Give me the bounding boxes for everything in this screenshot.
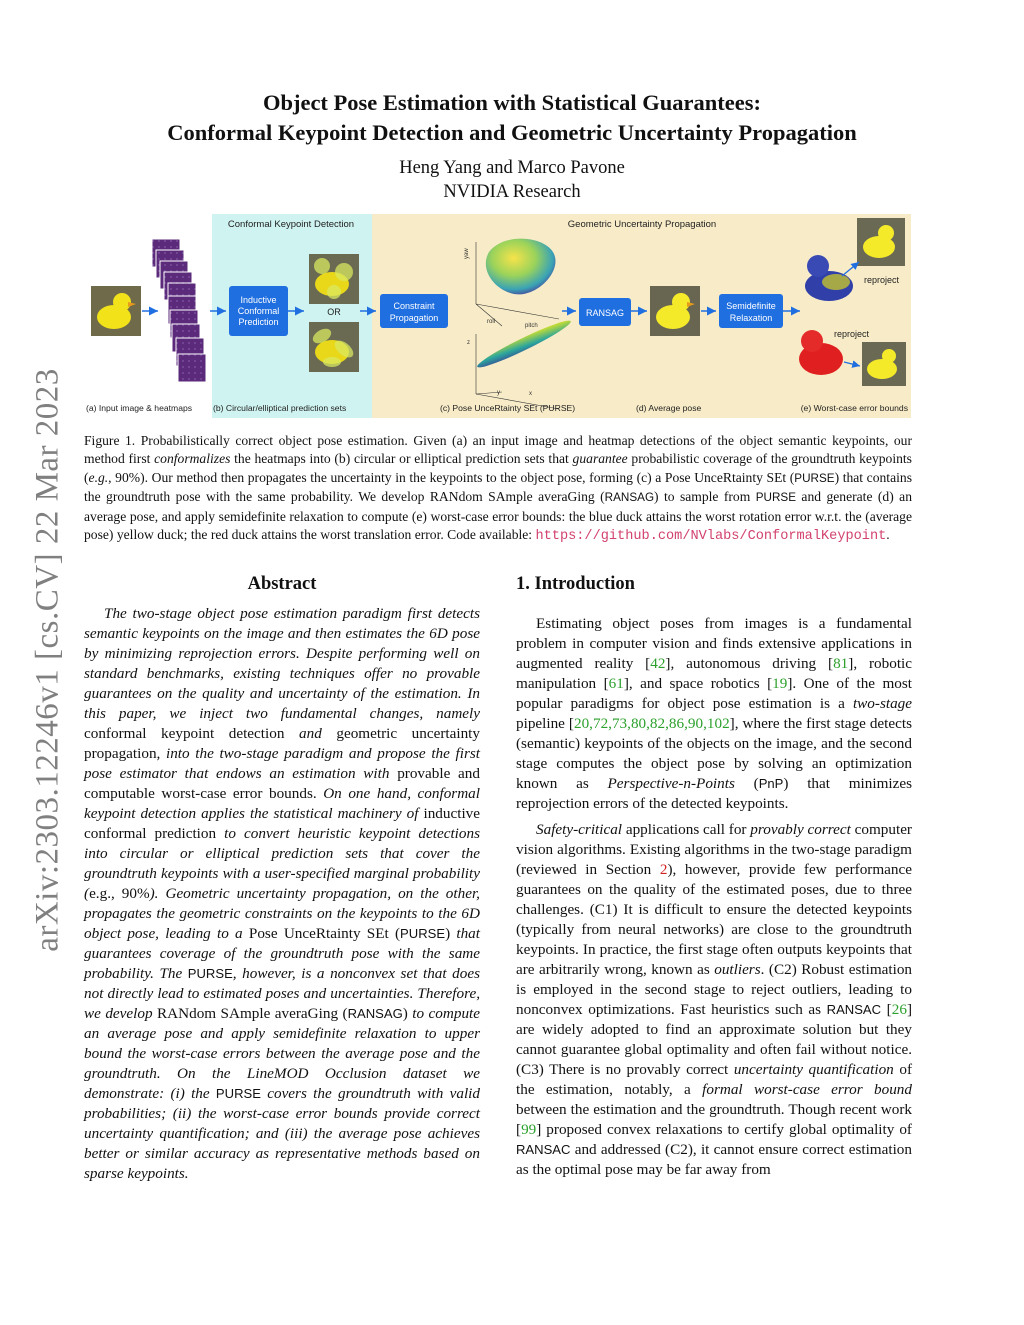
teaser-figure xyxy=(84,214,911,418)
prediction-set-ellipses xyxy=(309,322,359,372)
citation-link[interactable]: 61 xyxy=(608,675,624,692)
svg-text:RANSAG: RANSAG xyxy=(585,308,625,318)
introduction-section xyxy=(516,572,912,1180)
intro-paragraph-2: Safety-critical applications call for provably correct computer vision algorithms. Existing algorithms in the two-stage paradigm (reviewed in Section 2), however, provide few performance guarantees on the quality of the estimated poses, due to three challenges. (C1) It is difficult to ensure the detected keypoints (typically from neural networks) are close to the groundtruth keypoints. In practice, the first stage often outputs keypoints that are arbitrarily wrong, known as outliers. (C2) Robust estimation is employed in the second stage to reject outliers, leading to nonconvex optimizations. Fast heuristics such as RANSAC [26] are widely adopted to find an approximate solution but they cannot guarantee global optimality and often fail without notice. (C3) There is no provably correct uncertainty quantification of the estimation, notably, a formal worst-case error bound between the estimation and the groundtruth. Though recent work [99] proposed convex relaxations to certify global optimality of RANSAC and addressed (C2), it cannot ensure correct estimation as the optimal pose may be far away from xyxy=(516,821,913,1178)
intro-paragraph-1: Estimating object poses from images is a fundamental problem in computer vision and finds extensive applications in augmented reality [42], autonomous driving [81], robotic manipulation [61], and space robotics [19]. One of the most popular paradigms for object pose estimation is a two-stage pipeline [20,72,73,80,82,86,90,102], where the first stage detects (semantic) keypoints of the objects on the image, and the second stage computes the object pose by solving an optimization known as Perspective-n-Points (PnP) that minimizes reprojection errors of the detected keypoints. xyxy=(516,615,913,812)
svg-text:x: x xyxy=(529,391,532,397)
label-b: (b) Circular/elliptical prediction sets xyxy=(213,403,347,413)
citation-link[interactable]: 42 xyxy=(650,655,666,672)
svg-text:y: y xyxy=(497,390,500,396)
citation-link[interactable]: 20,72,73,80,82,86,90,102 xyxy=(573,715,730,732)
citation-link[interactable]: 26 xyxy=(891,1001,907,1018)
citation-link[interactable]: 19 xyxy=(772,675,788,692)
svg-text:Prediction: Prediction xyxy=(238,317,279,327)
introduction-heading: 1. Introduction xyxy=(516,574,635,594)
label-e: (e) Worst-case error bounds xyxy=(800,403,908,413)
abstract-section xyxy=(84,572,480,1184)
svg-text:z: z xyxy=(467,340,470,346)
or-label: OR xyxy=(327,307,341,317)
section-link[interactable]: 2 xyxy=(659,861,668,878)
citation-link[interactable]: 81 xyxy=(833,655,849,672)
label-c: (c) Pose UnceRtainty SEt (PURSE) xyxy=(440,403,576,413)
reproject-bottom-label: reproject xyxy=(834,329,870,339)
reproject-top-label: reproject xyxy=(864,275,900,285)
label-d: (d) Average pose xyxy=(636,403,702,413)
arxiv-stamp: arXiv:2303.12246v1 [cs.CV] 22 Mar 2023 xyxy=(29,368,66,952)
svg-text:Conformal: Conformal xyxy=(237,306,280,316)
svg-text:Relaxation: Relaxation xyxy=(729,313,773,323)
heatmap-stack xyxy=(152,239,206,382)
svg-text:Inductive: Inductive xyxy=(240,295,277,305)
svg-text:roll: roll xyxy=(487,319,496,325)
abstract-heading: Abstract xyxy=(247,574,317,594)
code-link[interactable]: https://github.com/NVlabs/ConformalKeypoint xyxy=(535,529,887,545)
abstract-body: The two-stage object pose estimation paradigm first detects semantic keypoints on the image and then estimates the 6D pose by minimizing reprojection errors. Despite performing well on standard benchmarks, existing techniques offer no provable guarantees on the quality and uncertainty of the estimation. In this paper, we inject two fundamental changes, namely conformal keypoint detection and geometric uncertainty propagation, into the two-stage paradigm and propose the first pose estimator that endows an estimation with provable and computable worst-case error bounds. On one hand, conformal keypoint detection applies the statistical machinery of inductive conformal prediction to convert heuristic keypoint detections into circular or elliptical prediction sets that cover the groundtruth keypoints with a user-specified marginal probability (e.g., 90%). Geometric uncertainty propagation, on the other, propagates the geometric constraints on the keypoints to the 6D object pose, leading to a Pose UnceRtainty SEt (PURSE) that guarantees coverage of the groundtruth pose with the same probability. The PURSE, however, is a nonconvex set that does not directly lead to estimated poses and uncertainties. Therefore, we develop RANdom SAmple averaGing (RANSAG) to compute an average pose and apply semidefinite relaxation to upper bound the worst-case errors between the average pose and the groundtruth. On the LineMOD Occlusion dataset we demonstrate: (i) the PURSE covers the groundtruth with valid probabilities; (ii) the worst-case error bounds provide correct uncertainty quantification; and (iii) the average pose achieves better or similar accuracy as representative methods based on sparse keypoints. xyxy=(84,605,481,1182)
affiliation: NVIDIA Research xyxy=(443,182,581,202)
citation-link[interactable]: 99 xyxy=(521,1121,537,1138)
paper-title: Object Pose Estimation with Statistical Guarantees: Conformal Keypoint Detection and Geometric Uncertainty Propagation xyxy=(167,90,857,145)
panel-geometric xyxy=(372,214,911,418)
svg-text:Semidefinite: Semidefinite xyxy=(726,301,776,311)
author-block xyxy=(0,156,1024,204)
panel-left-title: Conformal Keypoint Detection xyxy=(227,219,355,230)
svg-text:pitch: pitch xyxy=(525,323,538,329)
label-a: (a) Input image & heatmaps xyxy=(86,403,193,413)
prediction-set-circles xyxy=(309,254,359,304)
svg-text:yaw: yaw xyxy=(464,248,470,259)
average-pose-image xyxy=(650,286,700,336)
authors: Heng Yang and Marco Pavone xyxy=(399,158,625,178)
svg-text:Propagation: Propagation xyxy=(389,313,439,323)
svg-text:Constraint: Constraint xyxy=(393,301,435,311)
figure-caption: Figure 1. Probabilistically correct object pose estimation. Given (a) an input image and heatmap detections of the object semantic keypoints, our method first conformalizes the heatmaps into (b) circular or elliptical prediction sets that guarantee probabilistic coverage of the groundtruth keypoints (e.g., 90%). Our method then propagates the uncertainty in the keypoints to the object pose, forming (c) a Pose UnceRtainty SEt (PURSE) that contains the groundtruth pose with the same probability. We develop RANdom SAmple averaGing (RANSAG) to sample from PURSE and generate (d) an average pose, and apply semidefinite relaxation to compute (e) worst-case error bounds: the blue duck attains the worst rotation error w.r.t. the (average pose) yellow duck; the red duck attains the worst translation error. Code available: https://github.com/NVlabs/ConformalKeypoint. xyxy=(84,433,912,545)
panel-right-title: Geometric Uncertainty Propagation xyxy=(567,219,717,230)
